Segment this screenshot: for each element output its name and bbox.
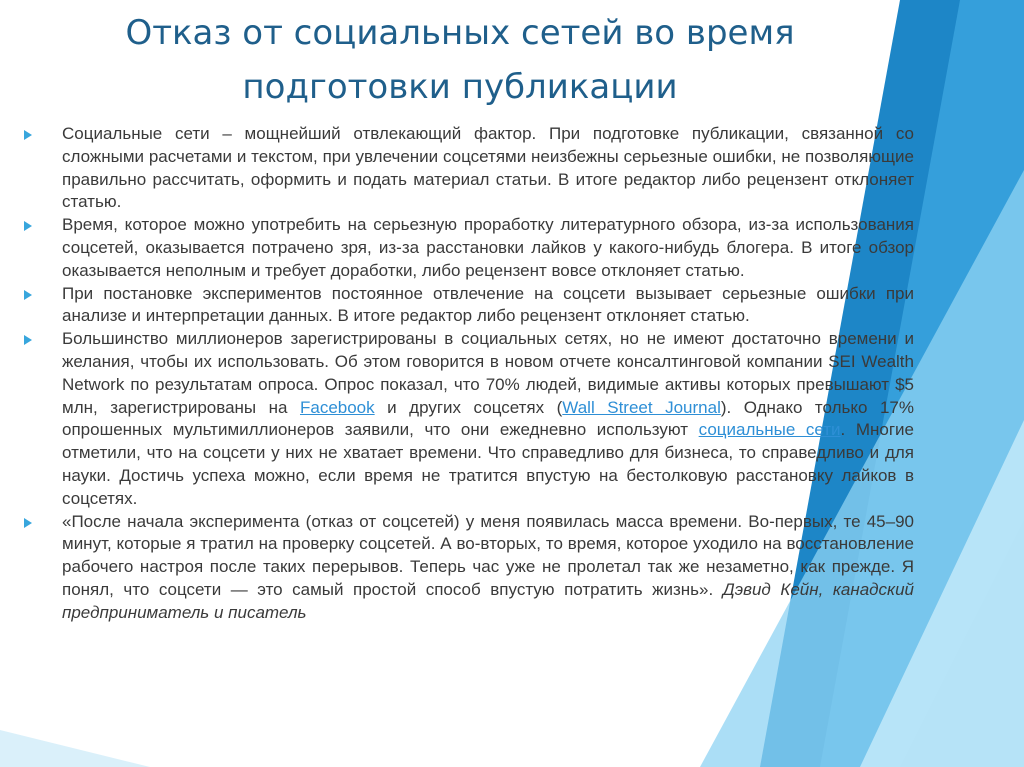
slide-title [80, 6, 840, 114]
item-text: . Многие отметили, что на соцсети у них не хватает времени. Что справедливо для бизнеса, то справедливо и для науки. Достичь успеха можно, если время не тратится впустую на бестолковую расстановку лайков в соцсетях. [62, 420, 914, 508]
list-item [24, 283, 914, 329]
bullet-arrow-icon [24, 221, 32, 231]
bullet-arrow-icon [24, 335, 32, 345]
item-text: ). Однако только 17% опрошенных мультимиллионеров заявили, что они ежедневно используют [62, 397, 914, 440]
list-item [24, 214, 914, 282]
item-text: и других соцсетях ( [374, 397, 563, 417]
title-line-1: Отказ от социальных сетей во время [125, 13, 795, 53]
quote-author: Дэвид Кейн, канадский предприниматель и писатель [62, 579, 914, 622]
bullet-arrow-icon [24, 130, 32, 140]
item-text: Время, которое можно употребить на серьезную проработку литературного обзора, из-за использования соцсетей, оказывается потрачено зря, из-за расстановки лайков у какого-нибудь блогера. В итоге обзор оказывается неполным и требует доработки, либо рецензент вовсе отклоняет статью. [62, 215, 914, 280]
social-networks-link[interactable]: социальные сети [698, 420, 841, 440]
list-item [24, 123, 914, 214]
quote-text: «После начала эксперимента (отказ от соцсетей) у меня появилась масса времени. Во-первых, те 45–90 минут, которые я тратил на проверку соцсетей. А во-вторых, то время, которое уходило на восстановление рабочего настроя после таких перерывов. Теперь час уже не пролетал так же незаметно, как прежде. Я понял, что соцсети — это самый простой способ впустую потратить жизнь». [62, 511, 914, 599]
wall-street-journal-link[interactable]: Wall Street Journal [562, 397, 721, 417]
facebook-link[interactable]: Facebook [299, 397, 375, 417]
item-text: Социальные сети – мощнейший отвлекающий фактор. При подготовке публикации, связанной со сложными расчетами и текстом, при увлечении соцсетями неизбежны серьезные ошибки, не позволяющие правильно рассчитать, оформить и подать материал статьи. В итоге редактор либо рецензент отклоняет статью. [62, 124, 914, 212]
list-item [24, 328, 914, 510]
list-item [24, 511, 914, 625]
title-line-2: подготовки публикации [242, 67, 678, 107]
deco-shape-bottom-left [0, 730, 150, 767]
bullet-list [24, 123, 914, 625]
item-text: При постановке экспериментов постоянное отвлечение на соцсети вызывает серьезные ошибки при анализе и интерпретации данных. В итоге редактор либо рецензент отклоняет статью. [62, 283, 914, 326]
bullet-arrow-icon [24, 290, 32, 300]
item-text: Большинство миллионеров зарегистрированы в социальных сетях, но не имеют достаточно времени и желания, чтобы их использовать. Об этом говорится в новом отчете консалтинговой компании SEI Wealth Network по результатам опроса. Опрос показал, что 70% людей, видимые активы которых превышают $5 млн, зарегистрированы на [62, 329, 914, 417]
bullet-arrow-icon [24, 518, 32, 528]
